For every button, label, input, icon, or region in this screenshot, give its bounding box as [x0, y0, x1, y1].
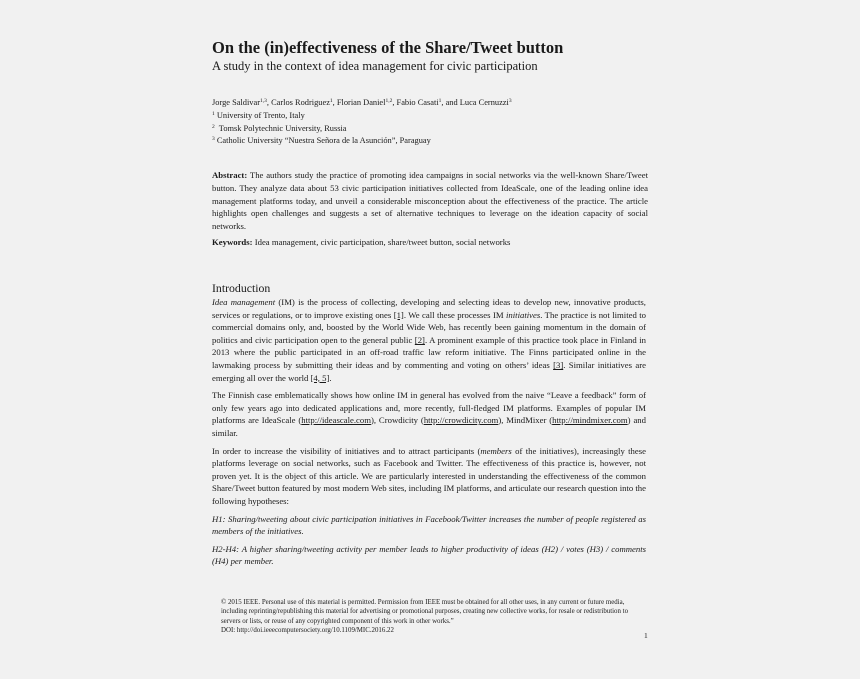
affiliation-number: 2 — [212, 123, 215, 130]
author-separator: , — [266, 98, 272, 107]
paragraph-text: In order to increase the visibility of initiatives and to attract participants ( — [212, 445, 481, 456]
paragraph-text: ), Crowdicity ( — [370, 415, 424, 426]
paragraph-1 — [212, 296, 646, 384]
author-name: Carlos Rodriguez — [271, 98, 330, 107]
copyright-notice: © 2015 IEEE. Personal use of this material is permitted. Permission from IEEE must be obtained for all other uses, in any current or future media, including reprinting/republishing this material for advertising or promotional purposes, creating new collective works, for resale or redistribution to servers or lists, or reuse of any copyrighted component of this work in other works.” — [221, 599, 629, 625]
citation-link[interactable]: [3] — [553, 359, 564, 370]
author-affiliation-mark: 3 — [508, 98, 512, 104]
author-name: Fabio Casati — [396, 98, 439, 107]
paragraph-text: . We call these processes IM — [403, 309, 506, 320]
hypothesis-h2-h4: H2-H4: A higher sharing/tweeting activity per member leads to higher productivity of ideas (H2) / votes (H3) / comments (H4) per member. — [212, 543, 646, 567]
url-link-ideascale[interactable]: http://ideascale.com — [301, 415, 371, 426]
paragraph-text: . — [329, 372, 332, 383]
affiliation-item — [212, 110, 652, 123]
author-list — [212, 97, 652, 110]
citation-link[interactable]: [1] — [393, 309, 404, 320]
hypothesis-h1: H1: Sharing/tweeting about civic participation initiatives in Facebook/Twitter increases the number of people registered as members of the initiatives. — [212, 513, 646, 537]
author-affiliation-mark: 1,3 — [260, 98, 267, 104]
introduction-body — [212, 296, 646, 573]
affiliation-number: 3 — [212, 136, 215, 143]
author-separator: , — [332, 98, 337, 107]
doi-line: DOI: http://doi.ieeecomputersociety.org/10.1109/MIC.2016.22 — [221, 627, 394, 635]
author-block — [212, 97, 652, 148]
paragraph-text: . The practice is not limited to commercial domains only, and, boosted by the World Wide Web, has recently been gaining momentum in the domain of politics and civic participation open to the general public — [212, 309, 647, 345]
keywords-label: Keywords: — [212, 237, 253, 247]
copyright-footer — [221, 598, 641, 636]
term-idea-management: Idea management — [212, 297, 276, 307]
author-affiliation-mark: 1 — [438, 98, 442, 104]
paragraph-text: ) and similar. — [212, 415, 646, 438]
affiliation-text: Catholic University “Nuestra Señora de la Asunción”, Paraguay — [214, 136, 431, 146]
author-separator: , and — [441, 98, 460, 107]
author-name: Jorge Saldivar — [212, 98, 260, 107]
citation-link[interactable]: [2] — [414, 334, 425, 345]
paragraph-text: . A prominent example of this practice took place in Finland in 2013 where the public participated in an off-road traffic law reform initiative. The Finns participated online in the lawmaking process by submitting their ideas and by commenting and voting on others’ ideas — [212, 334, 646, 370]
author-separator: , — [392, 98, 397, 107]
affiliation-item — [212, 123, 652, 136]
term-initiatives: initiatives — [505, 309, 541, 320]
paper-title: On the (in)effectiveness of the Share/Tweet button — [212, 38, 564, 57]
url-link-crowdicity[interactable]: http://crowdicity.com — [423, 415, 499, 426]
page-number: 1 — [644, 631, 648, 640]
author-affiliation-mark: 1,2 — [385, 98, 393, 104]
paragraph-text: of the initiatives), increasingly these platforms leverage on social networks, such as Facebook and Twitter. The effectiveness of this practice is, however, not proven yet. It is the object of this article. We are particularly interested in understanding the effectiveness of the common Share/Tweet button featured by most modern Web sites, including IM platforms, and articulate our research question into the following hypotheses: — [212, 445, 646, 506]
paragraph-text: (IM) is the process of collecting, developing and selecting ideas to develop new, innovative products, services or regulations, or to improve existing ones — [212, 297, 646, 320]
citation-link[interactable]: [4, 5] — [310, 372, 330, 383]
paragraph-text: . Similar initiatives are emerging all over the world — [212, 359, 647, 383]
affiliation-text: University of Trento, Italy — [214, 110, 305, 120]
author-affiliation-mark: 1 — [329, 98, 333, 104]
affiliation-text: Tomsk Polytechnic University, Russia — [214, 123, 347, 133]
affiliation-item — [212, 135, 652, 148]
keywords — [212, 237, 652, 247]
author-name: Florian Daniel — [336, 98, 386, 107]
abstract-text: The authors study the practice of promoting idea campaigns in social networks via the well-known Share/Tweet button. They analyze data about 53 civic participation initiatives collected from IdeaScale, one of the leading online idea management platforms today, and unveil a considerable misconception about the effectiveness of the practice. The article highlights open challenges and suggests a set of alternative techniques to leverage on the ideation capacity of social networks. — [212, 170, 648, 232]
section-heading-introduction: Introduction — [212, 281, 271, 295]
term-members: members — [480, 445, 512, 456]
author-name: Luca Cernuzzi — [459, 98, 509, 107]
abstract-label: Abstract: — [212, 170, 248, 180]
url-link-mindmixer[interactable]: http://mindmixer.com — [552, 415, 628, 426]
abstract — [212, 169, 648, 233]
paragraph-text: ), MindMixer ( — [498, 415, 553, 426]
paragraph-2 — [212, 389, 646, 439]
keywords-text: Idea management, civic participation, share/tweet button, social networks — [252, 237, 511, 247]
paper-subtitle: A study in the context of idea management for civic participation — [212, 59, 538, 73]
affiliation-number: 1 — [212, 110, 215, 117]
paragraph-text: The Finnish case emblematically shows how online IM in general has evolved from the naive “Leave a feedback” form of only few years ago into dedicated applications and, more recently, full-fledged IM platforms. Examples of popular IM platforms are IdeaScale ( — [212, 390, 646, 426]
paragraph-3 — [212, 445, 646, 508]
